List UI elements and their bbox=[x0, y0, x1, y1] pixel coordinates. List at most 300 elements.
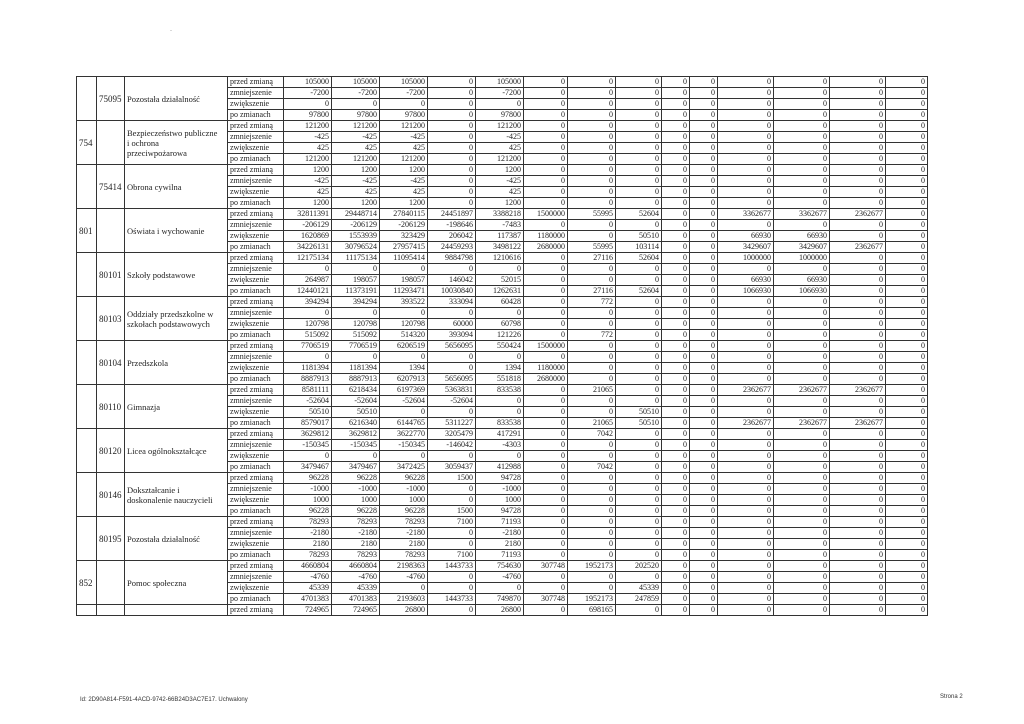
amount-cell: 0 bbox=[690, 99, 718, 110]
amount-cell: 0 bbox=[886, 517, 928, 528]
amount-cell: 0 bbox=[886, 319, 928, 330]
amount-cell: 0 bbox=[718, 473, 774, 484]
amount-cell: 121200 bbox=[476, 121, 524, 132]
amount-cell: 0 bbox=[718, 550, 774, 561]
amount-cell: 5656095 bbox=[428, 374, 476, 385]
amount-cell: 0 bbox=[830, 275, 886, 286]
amount-cell: 0 bbox=[830, 341, 886, 352]
change-type-cell: po zmianach bbox=[228, 154, 284, 165]
amount-cell: 0 bbox=[568, 451, 616, 462]
amount-cell: 1500 bbox=[428, 473, 476, 484]
chapter-cell: 80110 bbox=[97, 385, 125, 429]
amount-cell: 0 bbox=[616, 319, 662, 330]
amount-cell: 0 bbox=[718, 308, 774, 319]
amount-cell: 0 bbox=[616, 363, 662, 374]
change-type-cell: po zmianach bbox=[228, 110, 284, 121]
amount-cell: 78293 bbox=[284, 517, 332, 528]
change-type-cell: zmniejszenie bbox=[228, 308, 284, 319]
change-type-cell: zmniejszenie bbox=[228, 264, 284, 275]
amount-cell: 0 bbox=[568, 110, 616, 121]
change-type-cell: zmniejszenie bbox=[228, 176, 284, 187]
table-row bbox=[77, 297, 928, 308]
amount-cell: 66930 bbox=[774, 231, 830, 242]
amount-cell: 0 bbox=[524, 77, 568, 88]
amount-cell: 0 bbox=[568, 473, 616, 484]
amount-cell: -1000 bbox=[284, 484, 332, 495]
amount-cell: 0 bbox=[662, 154, 690, 165]
amount-cell: 0 bbox=[690, 187, 718, 198]
amount-cell: 0 bbox=[568, 506, 616, 517]
amount-cell: 0 bbox=[718, 440, 774, 451]
amount-cell: 50510 bbox=[284, 407, 332, 418]
amount-cell: 121200 bbox=[380, 121, 428, 132]
amount-cell: 55995 bbox=[568, 209, 616, 220]
amount-cell: 0 bbox=[524, 539, 568, 550]
amount-cell: 0 bbox=[568, 484, 616, 495]
amount-cell: 0 bbox=[568, 77, 616, 88]
amount-cell: 0 bbox=[718, 319, 774, 330]
amount-cell: 0 bbox=[718, 451, 774, 462]
section-cell bbox=[77, 165, 97, 209]
amount-cell: 0 bbox=[428, 264, 476, 275]
amount-cell: 1952173 bbox=[568, 561, 616, 572]
name-cell: Oddziały przedszkolne w szkołach podstawowych bbox=[125, 297, 228, 341]
amount-cell: 10030840 bbox=[428, 286, 476, 297]
amount-cell: 0 bbox=[568, 550, 616, 561]
amount-cell: 94728 bbox=[476, 473, 524, 484]
amount-cell: 0 bbox=[662, 517, 690, 528]
amount-cell: 0 bbox=[662, 473, 690, 484]
name-cell: Pozostała działalność bbox=[125, 77, 228, 121]
amount-cell: 0 bbox=[284, 451, 332, 462]
change-type-cell: po zmianach bbox=[228, 242, 284, 253]
amount-cell: 0 bbox=[886, 231, 928, 242]
amount-cell: 0 bbox=[718, 583, 774, 594]
amount-cell: 264987 bbox=[284, 275, 332, 286]
amount-cell: 0 bbox=[568, 517, 616, 528]
amount-cell: 0 bbox=[718, 264, 774, 275]
amount-cell: 78293 bbox=[380, 550, 428, 561]
amount-cell: 1200 bbox=[380, 198, 428, 209]
amount-cell: 0 bbox=[690, 517, 718, 528]
amount-cell: 0 bbox=[524, 132, 568, 143]
amount-cell: 0 bbox=[616, 264, 662, 275]
amount-cell: 1000 bbox=[332, 495, 380, 506]
amount-cell: 0 bbox=[616, 154, 662, 165]
amount-cell: 0 bbox=[568, 143, 616, 154]
amount-cell: 6206519 bbox=[380, 341, 428, 352]
amount-cell: 0 bbox=[886, 550, 928, 561]
change-type-cell: po zmianach bbox=[228, 506, 284, 517]
amount-cell: 0 bbox=[428, 451, 476, 462]
amount-cell: 0 bbox=[524, 286, 568, 297]
chapter-cell: 80101 bbox=[97, 253, 125, 297]
amount-cell: 52604 bbox=[616, 253, 662, 264]
amount-cell: 0 bbox=[616, 550, 662, 561]
amount-cell: 0 bbox=[690, 594, 718, 605]
amount-cell: 0 bbox=[690, 286, 718, 297]
amount-cell: 772 bbox=[568, 297, 616, 308]
amount-cell: 0 bbox=[524, 429, 568, 440]
amount-cell: 0 bbox=[568, 264, 616, 275]
amount-cell: 0 bbox=[690, 198, 718, 209]
change-type-cell: zmniejszenie bbox=[228, 396, 284, 407]
amount-cell: -52604 bbox=[380, 396, 428, 407]
amount-cell: -425 bbox=[476, 132, 524, 143]
amount-cell: 0 bbox=[616, 440, 662, 451]
amount-cell: 0 bbox=[690, 341, 718, 352]
chapter-cell: 80104 bbox=[97, 341, 125, 385]
amount-cell: 0 bbox=[524, 110, 568, 121]
amount-cell: 0 bbox=[774, 297, 830, 308]
amount-cell: 0 bbox=[718, 132, 774, 143]
amount-cell: 0 bbox=[830, 253, 886, 264]
change-type-cell: zmniejszenie bbox=[228, 484, 284, 495]
change-type-cell: przed zmianą bbox=[228, 561, 284, 572]
amount-cell: 307748 bbox=[524, 594, 568, 605]
amount-cell: 0 bbox=[774, 352, 830, 363]
amount-cell: 0 bbox=[428, 165, 476, 176]
amount-cell: 0 bbox=[886, 187, 928, 198]
amount-cell: 0 bbox=[428, 308, 476, 319]
amount-cell: 0 bbox=[662, 176, 690, 187]
change-type-cell: przed zmianą bbox=[228, 253, 284, 264]
amount-cell: 0 bbox=[616, 506, 662, 517]
amount-cell: 0 bbox=[886, 407, 928, 418]
amount-cell: 0 bbox=[476, 407, 524, 418]
amount-cell: 0 bbox=[718, 561, 774, 572]
amount-cell: 3362677 bbox=[718, 209, 774, 220]
amount-cell: 0 bbox=[568, 198, 616, 209]
amount-cell: 0 bbox=[830, 88, 886, 99]
amount-cell: 0 bbox=[690, 352, 718, 363]
amount-cell: 2362677 bbox=[774, 385, 830, 396]
amount-cell: 66930 bbox=[774, 275, 830, 286]
amount-cell: 103114 bbox=[616, 242, 662, 253]
amount-cell: 96228 bbox=[332, 506, 380, 517]
amount-cell: 0 bbox=[774, 495, 830, 506]
amount-cell: 0 bbox=[830, 429, 886, 440]
amount-cell: 0 bbox=[662, 363, 690, 374]
amount-cell: 0 bbox=[524, 418, 568, 429]
amount-cell: 0 bbox=[568, 187, 616, 198]
amount-cell: 0 bbox=[718, 572, 774, 583]
amount-cell: 0 bbox=[774, 484, 830, 495]
amount-cell: 0 bbox=[774, 594, 830, 605]
amount-cell: -206129 bbox=[332, 220, 380, 231]
amount-cell: 0 bbox=[774, 462, 830, 473]
amount-cell: 0 bbox=[524, 462, 568, 473]
amount-cell: 0 bbox=[662, 451, 690, 462]
amount-cell: 0 bbox=[616, 396, 662, 407]
amount-cell: -4760 bbox=[476, 572, 524, 583]
amount-cell: 0 bbox=[718, 594, 774, 605]
amount-cell: 1000000 bbox=[718, 253, 774, 264]
amount-cell: 0 bbox=[690, 396, 718, 407]
amount-cell: 2180 bbox=[476, 539, 524, 550]
section-cell: 801 bbox=[77, 209, 97, 253]
amount-cell: 0 bbox=[476, 308, 524, 319]
amount-cell: 1394 bbox=[476, 363, 524, 374]
amount-cell: 0 bbox=[774, 264, 830, 275]
amount-cell: 0 bbox=[616, 297, 662, 308]
amount-cell: 0 bbox=[774, 198, 830, 209]
amount-cell: 0 bbox=[774, 451, 830, 462]
amount-cell: -7483 bbox=[476, 220, 524, 231]
amount-cell: 0 bbox=[830, 374, 886, 385]
amount-cell: 0 bbox=[886, 198, 928, 209]
amount-cell: 0 bbox=[690, 583, 718, 594]
name-cell bbox=[125, 121, 228, 165]
amount-cell: 0 bbox=[830, 396, 886, 407]
amount-cell: 6207913 bbox=[380, 374, 428, 385]
amount-cell: 0 bbox=[830, 451, 886, 462]
amount-cell: 0 bbox=[830, 308, 886, 319]
amount-cell: 0 bbox=[718, 528, 774, 539]
amount-cell: 0 bbox=[774, 330, 830, 341]
amount-cell: 5363831 bbox=[428, 385, 476, 396]
amount-cell: 0 bbox=[662, 209, 690, 220]
amount-cell: 0 bbox=[774, 121, 830, 132]
amount-cell: 6144765 bbox=[380, 418, 428, 429]
amount-cell: 0 bbox=[524, 308, 568, 319]
amount-cell: 0 bbox=[616, 99, 662, 110]
amount-cell: 0 bbox=[428, 352, 476, 363]
amount-cell: 0 bbox=[886, 396, 928, 407]
change-type-cell: zmniejszenie bbox=[228, 220, 284, 231]
amount-cell: 0 bbox=[616, 165, 662, 176]
amount-cell: 0 bbox=[568, 528, 616, 539]
amount-cell: 0 bbox=[662, 88, 690, 99]
amount-cell: -1000 bbox=[380, 484, 428, 495]
amount-cell: 0 bbox=[774, 132, 830, 143]
change-type-cell: zmniejszenie bbox=[228, 440, 284, 451]
amount-cell: 0 bbox=[690, 231, 718, 242]
amount-cell: 0 bbox=[284, 308, 332, 319]
amount-cell: 60798 bbox=[476, 319, 524, 330]
amount-cell: 0 bbox=[690, 220, 718, 231]
amount-cell: 0 bbox=[616, 198, 662, 209]
amount-cell: 0 bbox=[774, 77, 830, 88]
amount-cell: 0 bbox=[886, 286, 928, 297]
amount-cell: 0 bbox=[830, 264, 886, 275]
amount-cell: -7200 bbox=[284, 88, 332, 99]
amount-cell: 1500000 bbox=[524, 341, 568, 352]
amount-cell: 0 bbox=[662, 374, 690, 385]
amount-cell: 724965 bbox=[332, 605, 380, 616]
amount-cell: -425 bbox=[332, 132, 380, 143]
amount-cell: 0 bbox=[690, 110, 718, 121]
amount-cell: 0 bbox=[830, 462, 886, 473]
amount-cell: 0 bbox=[662, 264, 690, 275]
name-cell: Dokształcanie i doskonalenie nauczycieli bbox=[125, 473, 228, 517]
amount-cell: 1180000 bbox=[524, 231, 568, 242]
amount-cell: 394294 bbox=[284, 297, 332, 308]
amount-cell: 3479467 bbox=[332, 462, 380, 473]
amount-cell: 1620869 bbox=[284, 231, 332, 242]
amount-cell: 0 bbox=[690, 462, 718, 473]
amount-cell: 0 bbox=[380, 583, 428, 594]
amount-cell: 0 bbox=[886, 220, 928, 231]
amount-cell: 7706519 bbox=[332, 341, 380, 352]
amount-cell: 1200 bbox=[332, 198, 380, 209]
amount-cell: 0 bbox=[830, 594, 886, 605]
amount-cell: 52604 bbox=[616, 209, 662, 220]
change-type-cell: zwiększenie bbox=[228, 363, 284, 374]
amount-cell: 0 bbox=[524, 473, 568, 484]
amount-cell: 120798 bbox=[284, 319, 332, 330]
amount-cell: 0 bbox=[886, 462, 928, 473]
amount-cell: 0 bbox=[524, 330, 568, 341]
amount-cell: 0 bbox=[662, 297, 690, 308]
amount-cell: 97800 bbox=[284, 110, 332, 121]
amount-cell: 0 bbox=[690, 418, 718, 429]
amount-cell: 2193603 bbox=[380, 594, 428, 605]
amount-cell: 0 bbox=[886, 385, 928, 396]
amount-cell: 0 bbox=[662, 484, 690, 495]
amount-cell: 24459293 bbox=[428, 242, 476, 253]
amount-cell: 0 bbox=[690, 176, 718, 187]
amount-cell: 0 bbox=[886, 539, 928, 550]
amount-cell: 60428 bbox=[476, 297, 524, 308]
name-line: przeciwpożarowa bbox=[127, 147, 187, 158]
amount-cell: 2680000 bbox=[524, 242, 568, 253]
amount-cell: 0 bbox=[774, 539, 830, 550]
amount-cell: 0 bbox=[662, 198, 690, 209]
change-type-cell: przed zmianą bbox=[228, 473, 284, 484]
amount-cell: 425 bbox=[284, 187, 332, 198]
amount-cell: 0 bbox=[662, 187, 690, 198]
amount-cell: 2362677 bbox=[830, 209, 886, 220]
amount-cell: 307748 bbox=[524, 561, 568, 572]
section-cell bbox=[77, 473, 97, 517]
amount-cell: 425 bbox=[332, 187, 380, 198]
amount-cell: 0 bbox=[886, 330, 928, 341]
amount-cell: 0 bbox=[428, 110, 476, 121]
amount-cell: 8887913 bbox=[332, 374, 380, 385]
amount-cell: 50510 bbox=[616, 231, 662, 242]
change-type-cell: przed zmianą bbox=[228, 297, 284, 308]
amount-cell: 515092 bbox=[332, 330, 380, 341]
amount-cell: 0 bbox=[524, 88, 568, 99]
amount-cell: -4760 bbox=[380, 572, 428, 583]
amount-cell: 0 bbox=[718, 495, 774, 506]
amount-cell: 0 bbox=[476, 583, 524, 594]
amount-cell: 0 bbox=[568, 396, 616, 407]
amount-cell: 0 bbox=[428, 605, 476, 616]
amount-cell: 0 bbox=[662, 308, 690, 319]
amount-cell: 3479467 bbox=[284, 462, 332, 473]
amount-cell: 0 bbox=[662, 319, 690, 330]
amount-cell: 0 bbox=[886, 484, 928, 495]
amount-cell: 0 bbox=[568, 341, 616, 352]
amount-cell: 0 bbox=[690, 330, 718, 341]
amount-cell: 0 bbox=[524, 275, 568, 286]
amount-cell: 551818 bbox=[476, 374, 524, 385]
amount-cell: 7042 bbox=[568, 429, 616, 440]
change-type-cell: zwiększenie bbox=[228, 451, 284, 462]
amount-cell: 0 bbox=[476, 451, 524, 462]
change-type-cell: przed zmianą bbox=[228, 209, 284, 220]
amount-cell: 0 bbox=[616, 110, 662, 121]
amount-cell: 0 bbox=[886, 506, 928, 517]
amount-cell: 2680000 bbox=[524, 374, 568, 385]
amount-cell: 2362677 bbox=[830, 385, 886, 396]
amount-cell: 0 bbox=[886, 297, 928, 308]
amount-cell: 0 bbox=[616, 330, 662, 341]
change-type-cell: przed zmianą bbox=[228, 517, 284, 528]
amount-cell: 52015 bbox=[476, 275, 524, 286]
table-row bbox=[77, 77, 928, 88]
amount-cell: 0 bbox=[568, 374, 616, 385]
amount-cell: 247859 bbox=[616, 594, 662, 605]
amount-cell: 0 bbox=[886, 429, 928, 440]
amount-cell: 0 bbox=[830, 297, 886, 308]
amount-cell: 0 bbox=[830, 605, 886, 616]
scan-mark: - bbox=[170, 28, 172, 34]
amount-cell: 0 bbox=[662, 275, 690, 286]
amount-cell: 0 bbox=[524, 605, 568, 616]
amount-cell: 0 bbox=[774, 506, 830, 517]
amount-cell: 0 bbox=[568, 572, 616, 583]
table-row bbox=[77, 121, 928, 132]
amount-cell: 97800 bbox=[380, 110, 428, 121]
amount-cell: 0 bbox=[662, 429, 690, 440]
amount-cell: 0 bbox=[568, 165, 616, 176]
amount-cell: 27116 bbox=[568, 286, 616, 297]
amount-cell: 0 bbox=[886, 440, 928, 451]
amount-cell: 45339 bbox=[332, 583, 380, 594]
amount-cell: 60000 bbox=[428, 319, 476, 330]
amount-cell: 0 bbox=[428, 154, 476, 165]
amount-cell: 0 bbox=[568, 88, 616, 99]
amount-cell: 0 bbox=[886, 165, 928, 176]
amount-cell: 0 bbox=[524, 264, 568, 275]
amount-cell: 66930 bbox=[718, 275, 774, 286]
amount-cell: 772 bbox=[568, 330, 616, 341]
amount-cell: 0 bbox=[662, 220, 690, 231]
amount-cell: 393094 bbox=[428, 330, 476, 341]
amount-cell: 0 bbox=[380, 352, 428, 363]
amount-cell: 96228 bbox=[380, 506, 428, 517]
amount-cell: 0 bbox=[830, 330, 886, 341]
amount-cell: 425 bbox=[476, 187, 524, 198]
amount-cell: -52604 bbox=[428, 396, 476, 407]
amount-cell: 71193 bbox=[476, 550, 524, 561]
amount-cell: 0 bbox=[428, 121, 476, 132]
amount-cell: 724965 bbox=[284, 605, 332, 616]
amount-cell: 121200 bbox=[332, 154, 380, 165]
amount-cell: 0 bbox=[568, 308, 616, 319]
amount-cell: 0 bbox=[616, 517, 662, 528]
change-type-cell: zwiększenie bbox=[228, 495, 284, 506]
amount-cell: 0 bbox=[476, 264, 524, 275]
amount-cell: 0 bbox=[428, 132, 476, 143]
amount-cell: 0 bbox=[830, 572, 886, 583]
amount-cell: 0 bbox=[718, 407, 774, 418]
amount-cell: 0 bbox=[662, 165, 690, 176]
amount-cell: 94728 bbox=[476, 506, 524, 517]
amount-cell: 0 bbox=[476, 396, 524, 407]
amount-cell: 0 bbox=[718, 176, 774, 187]
amount-cell: 0 bbox=[774, 572, 830, 583]
amount-cell: 0 bbox=[662, 242, 690, 253]
amount-cell: 0 bbox=[380, 308, 428, 319]
amount-cell: 550424 bbox=[476, 341, 524, 352]
amount-cell: 0 bbox=[830, 176, 886, 187]
amount-cell: 0 bbox=[718, 198, 774, 209]
amount-cell: 0 bbox=[524, 187, 568, 198]
